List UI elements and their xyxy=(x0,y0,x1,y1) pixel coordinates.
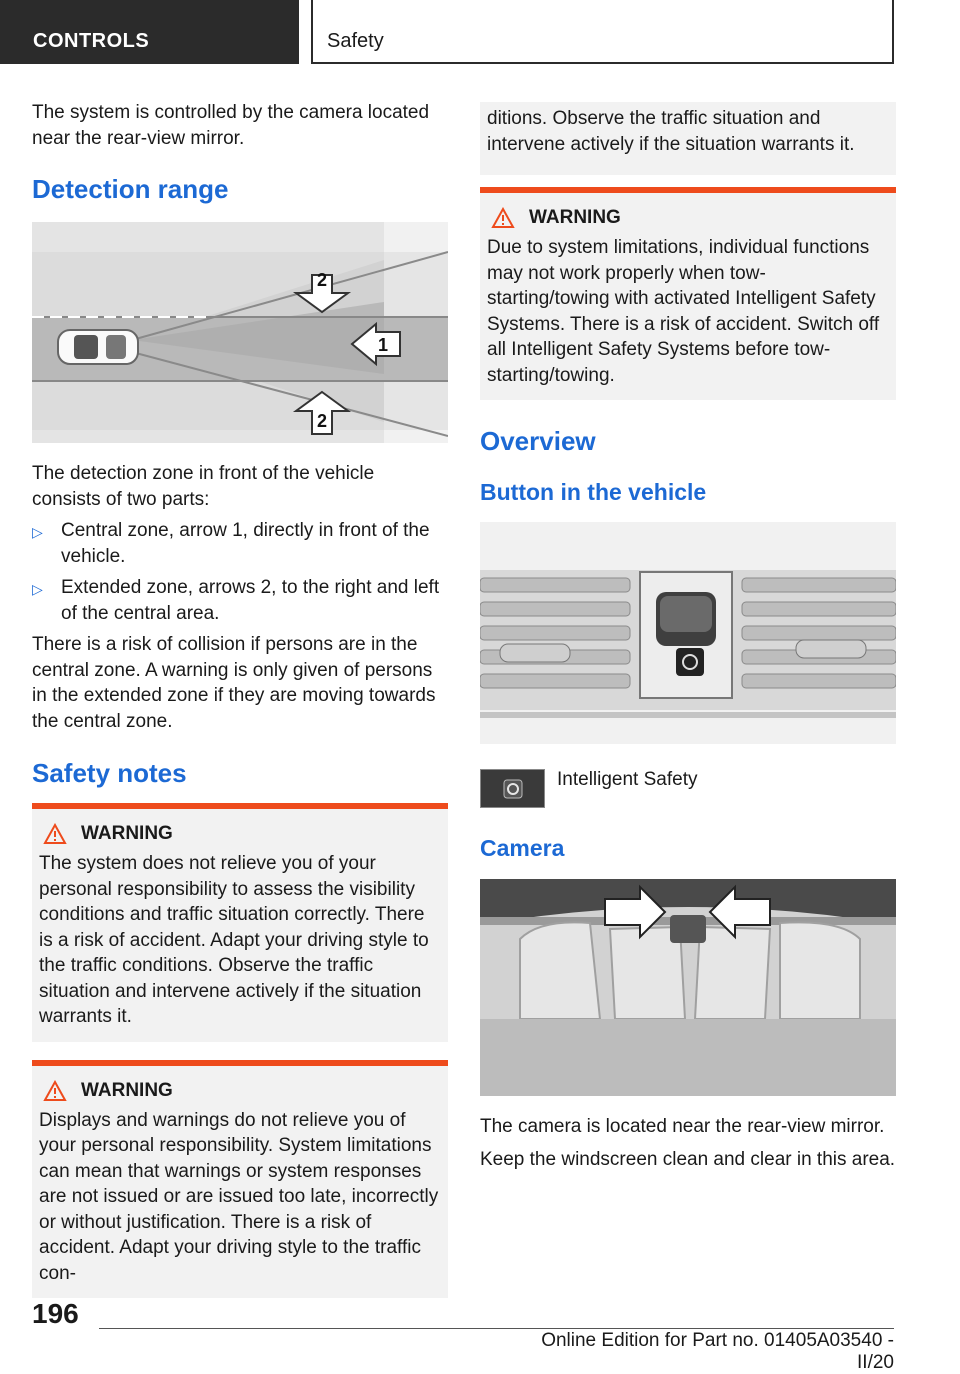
list-item: ▷ Extended zone, arrows 2, to the right and left of the central area. xyxy=(32,577,440,624)
warning-title: WARNING xyxy=(529,207,621,228)
camera-clean-text: Keep the windscreen clean and clear in this area. xyxy=(480,1148,896,1170)
page-number: 196 xyxy=(32,1298,79,1329)
warning-title: WARNING xyxy=(81,1079,173,1101)
intro-text: The system is controlled by the camera located near the rear-view mirror. xyxy=(32,102,430,149)
overview-heading: Overview xyxy=(480,426,596,456)
left-column xyxy=(32,100,448,1298)
warning-text: Due to system limitations, individual functions may not work properly when tow-starting/towing with activated Intelligent Safety Systems. There is a risk of accident. Switch off all Intelligent Safety Systems before tow-starting/towing. xyxy=(487,237,880,386)
intelligent-safety-button-icon xyxy=(480,769,545,808)
button-caption: Intelligent Safety xyxy=(557,769,698,790)
car-icon xyxy=(58,330,138,364)
detection-text: The detection zone in front of the vehicle consists of two parts: xyxy=(32,463,375,510)
arrow-label-2-top: 2 xyxy=(316,270,328,290)
right-column xyxy=(480,100,896,1172)
warning-triangle-icon xyxy=(43,823,67,845)
camera-location-text: The camera is located near the rear-view mirror. xyxy=(480,1116,885,1137)
section-title: CONTROLS xyxy=(33,30,150,52)
button-photo xyxy=(480,522,896,749)
edition-text: Online Edition for Part no. 01405A03540 - II/20 xyxy=(541,1330,894,1373)
safety-notes-heading: Safety notes xyxy=(32,758,187,788)
button-in-vehicle-heading: Button in the vehicle xyxy=(480,479,707,505)
warning-triangle-icon xyxy=(491,207,515,229)
arrow-label-1: 1 xyxy=(377,335,389,355)
risk-text: There is a risk of collision if persons are in the central zone. A warning is only given of persons in the extended zone if they are moving towards the central zone. xyxy=(32,634,436,732)
camera-photo xyxy=(480,879,896,1101)
detection-range-diagram xyxy=(32,222,448,448)
warning-triangle-icon xyxy=(43,1080,67,1102)
warning-box xyxy=(480,187,896,400)
list-item: ▷ Central zone, arrow 1, directly in front of the vehicle. xyxy=(32,520,430,567)
continued-warning-text: ditions. Observe the traffic situation and intervene actively if the situation warrants it. xyxy=(487,108,855,155)
bullet-triangle-icon: ▷ xyxy=(32,524,43,540)
warning-box xyxy=(32,803,448,1042)
warning-text: The system does not relieve you of your personal responsibility to assess the visibility conditions and traffic situation correctly. There is a risk of accident. Adapt your driving style to the traffic conditions. Observe the traffic situation and intervene actively if the situation warrants it. xyxy=(39,853,429,1027)
camera-heading: Camera xyxy=(480,835,565,861)
warning-continuation xyxy=(480,102,896,175)
warning-box xyxy=(32,1060,448,1299)
footer-divider xyxy=(99,1328,894,1329)
warning-title: WARNING xyxy=(81,823,173,844)
bullet-triangle-icon: ▷ xyxy=(32,581,43,597)
chapter-header xyxy=(311,0,894,64)
button-legend xyxy=(480,769,896,808)
section-tab xyxy=(0,0,299,64)
arrow-label-2-bottom: 2 xyxy=(316,411,328,431)
detection-range-heading: Detection range xyxy=(32,174,229,204)
zone-list xyxy=(32,518,448,626)
chapter-title: Safety xyxy=(327,30,384,52)
warning-text: Displays and warnings do not relieve you of your personal responsibility. System limitations can mean that warnings or system responses are not issued or are issued too late, incorrectly or without justification. There is a risk of accident. Adapt your driving style to the traffic con- xyxy=(39,1109,439,1284)
